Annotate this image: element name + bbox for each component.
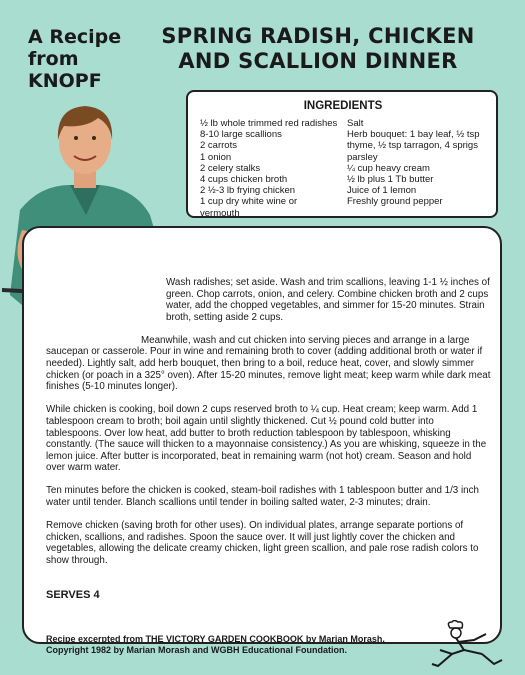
credits-footer: [46, 634, 456, 656]
ingredient-item: 8-10 large scallions: [200, 129, 282, 141]
serves-label: SERVES 4: [46, 589, 100, 601]
publisher-brand: [28, 26, 148, 92]
directions: [46, 277, 492, 578]
ingredient-item: 4 cups chicken broth: [200, 174, 288, 186]
ingredients-box: [186, 90, 498, 218]
direction-paragraph: Ten minutes before the chicken is cooked, steam-boil radishes with 1 tablespoon butter and 1/3 inch water until tender. Blanch scallions until tender in boiling salted water, 2-3 minutes; drain.: [46, 485, 479, 508]
ingredient-item: ½ lb plus 1 Tb butter: [347, 174, 434, 186]
ingredients-right-column: [347, 118, 486, 219]
ingredient-item: Herb bouquet: 1 bay leaf, ½ tsp thyme, ½ tsp tarragon, 4 sprigs parsley: [347, 129, 480, 163]
ingredients-heading: INGREDIENTS: [303, 100, 383, 112]
recipe-title-line-1: SPRING RADISH, CHICKEN: [161, 24, 475, 48]
credit-line-1: Recipe excerpted from THE VICTORY GARDEN COOKBOOK by Marian Morash.: [46, 634, 385, 644]
ingredient-item: 1 cup dry white wine or vermouth: [200, 196, 298, 219]
ingredient-item: 2 carrots: [200, 140, 237, 152]
brand-line-1: A Recipe: [28, 26, 122, 48]
ingredient-item: Juice of 1 lemon: [347, 185, 417, 197]
direction-paragraph: Remove chicken (saving broth for other uses). On individual plates, arrange separate portions of chicken, scallions, and radishes. Spoon the sauce over. It will just lightly cover the chicken and vegetables, allowing the delicate creamy chicken, light green scallion, and pale rose radish colors to show through.: [46, 520, 479, 566]
brand-line-2: from KNOPF: [28, 48, 102, 92]
direction-paragraph: Wash radishes; set aside. Wash and trim scallions, leaving 1-1 ½ inches of green. Chop carrots, onion, and celery. Combine chicken broth and 2 cups water, add the chopped vegetables, and simmer for 15-20 minutes. Strain broth, setting aside 2 cups.: [166, 277, 490, 323]
ingredient-item: ½ lb whole trimmed red radishes: [200, 118, 338, 129]
direction-paragraph: Meanwhile, wash and cut chicken into serving pieces and arrange in a large saucepan or casserole. Pour in wine and remaining broth to cover (adding additional broth or water if needed). Lightly salt, add herb bouquet, then bring to a boil, reduce heat, cover, and slowly simmer chicken (or poach in a 325° oven). After 15-20 minutes, remove light meat; keep warm while dark meat finishes (5-10 minutes longer).: [46, 334, 491, 393]
ingredient-item: 2 celery stalks: [200, 162, 261, 174]
direction-paragraph: While chicken is cooking, boil down 2 cups reserved broth to ¼ cup. Heat cream; keep warm. Add 1 tablespoon cream to broth; boil again until slightly thickened. Cut ½ pound cold butter into tablespoons. Over low heat, add butter to broth reduction tablespoon by tablespoon, whisking constantly. (The sauce will thicken to a mayonnaise consistency.) As you are whisking, squeeze in the lemon juice. After butter is incorporated, beat in remaining warm (not hot) cream. Season and hold over warm water.: [46, 404, 487, 474]
ingredient-item: ¼ cup heavy cream: [347, 162, 430, 174]
credit-line-2: Copyright 1982 by Marian Morash and WGBH Educational Foundation.: [46, 645, 348, 655]
running-chef-logo: [428, 620, 508, 672]
recipe-title-line-2: AND SCALLION DINNER: [178, 49, 458, 73]
ingredient-item: 1 onion: [200, 151, 232, 163]
ingredient-item: Salt: [347, 118, 364, 129]
ingredients-left-column: [200, 118, 339, 219]
ingredient-item: 2 ½-3 lb frying chicken: [200, 185, 296, 197]
recipe-title: [143, 24, 493, 74]
ingredient-item: Freshly ground pepper: [347, 196, 443, 208]
